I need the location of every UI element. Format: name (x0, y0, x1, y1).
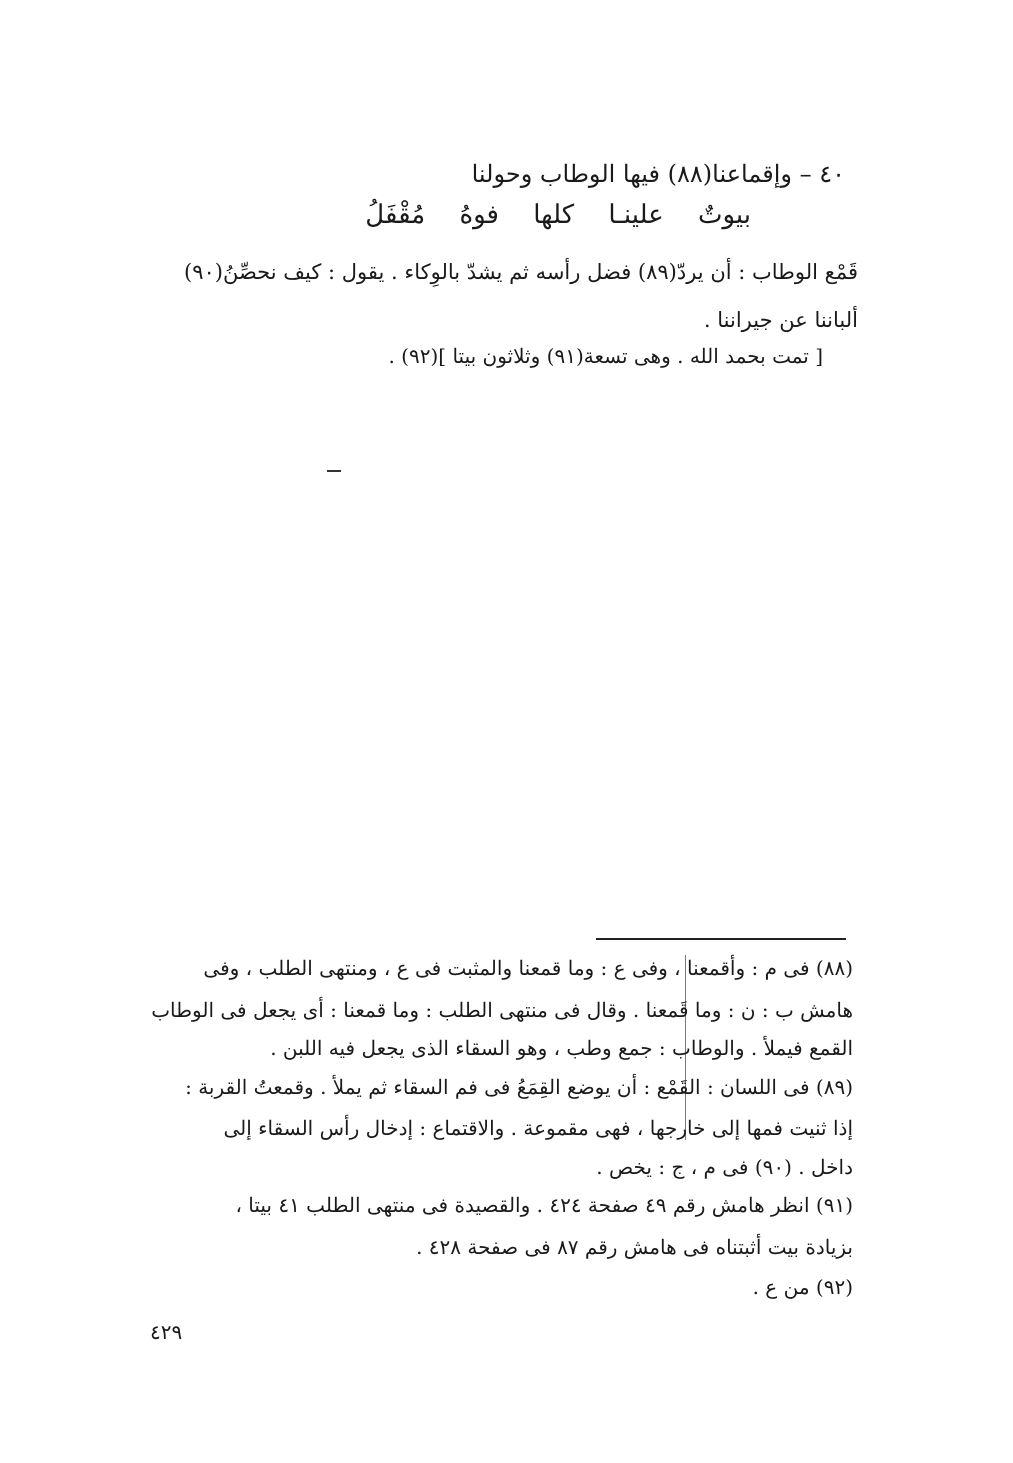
stray-mark (327, 470, 341, 472)
footnote-88-line-2: هامش ب : ن : وما قَمعنا . وقال فى منتهى الطلب : وما قمعنا : أى يجعل فى الوطاب (151, 998, 853, 1022)
footnote-88-line-3: القمع فيملأ . والوطاب : جمع وطب ، وهو السقاء الذى يجعل فيه اللبن . (270, 1036, 853, 1060)
colophon: [ تمت بحمد الله . وهى تسعة(٩١) وثلاثون بيتا ](٩٢) . (388, 344, 823, 368)
commentary-line-2: ألباننا عن جيراننا . (703, 308, 858, 332)
page-number: ٤٢٩ (150, 1320, 183, 1344)
verse-line-1: ٤٠ – وإقماعنا(٨٨) فيها الوطاب وحولنا (471, 160, 845, 188)
footnote-92: (٩٢) من ع . (752, 1275, 853, 1299)
commentary-line-1: قَمْع الوطاب : أن يردّ(٨٩) فضل رأسه ثم يشدّ بالوِكاء . يقول : كيف نحصِّنُ(٩٠) (184, 260, 858, 284)
verse-line-2: بيوتٌ علينـا كلها فوهُ مُقْفَلُ (365, 200, 751, 230)
footnote-91-line-2: بزيادة بيت أثبتناه فى هامش رقم ٨٧ فى صفحة ٤٢٨ . (416, 1235, 853, 1259)
footnote-88-line-1: (٨٨) فى م : وأقمعنا ، وفى ع : وما قمعنا والمثبت فى ع ، ومنتهى الطلب ، وفى (203, 956, 853, 980)
footnote-89-line-1: (٨٩) فى اللسان : القَمْع : أن يوضع القِمَعُ فى فم السقاء ثم يملأ . وقمعتُ القربة : (185, 1075, 853, 1099)
footnote-separator (596, 938, 846, 940)
footnote-89-90-line: داخل . (٩٠) فى م ، ج : يخص . (596, 1155, 853, 1179)
footnote-89-line-2: إذا ثنيت فمها إلى خارجها ، فهى مقموعة . والاقتماع : إدخال رأس السقاء إلى (223, 1116, 853, 1140)
footnote-91-line-1: (٩١) انظر هامش رقم ٤٩ صفحة ٤٢٤ . والقصيدة فى منتهى الطلب ٤١ بيتا ، (235, 1193, 853, 1217)
